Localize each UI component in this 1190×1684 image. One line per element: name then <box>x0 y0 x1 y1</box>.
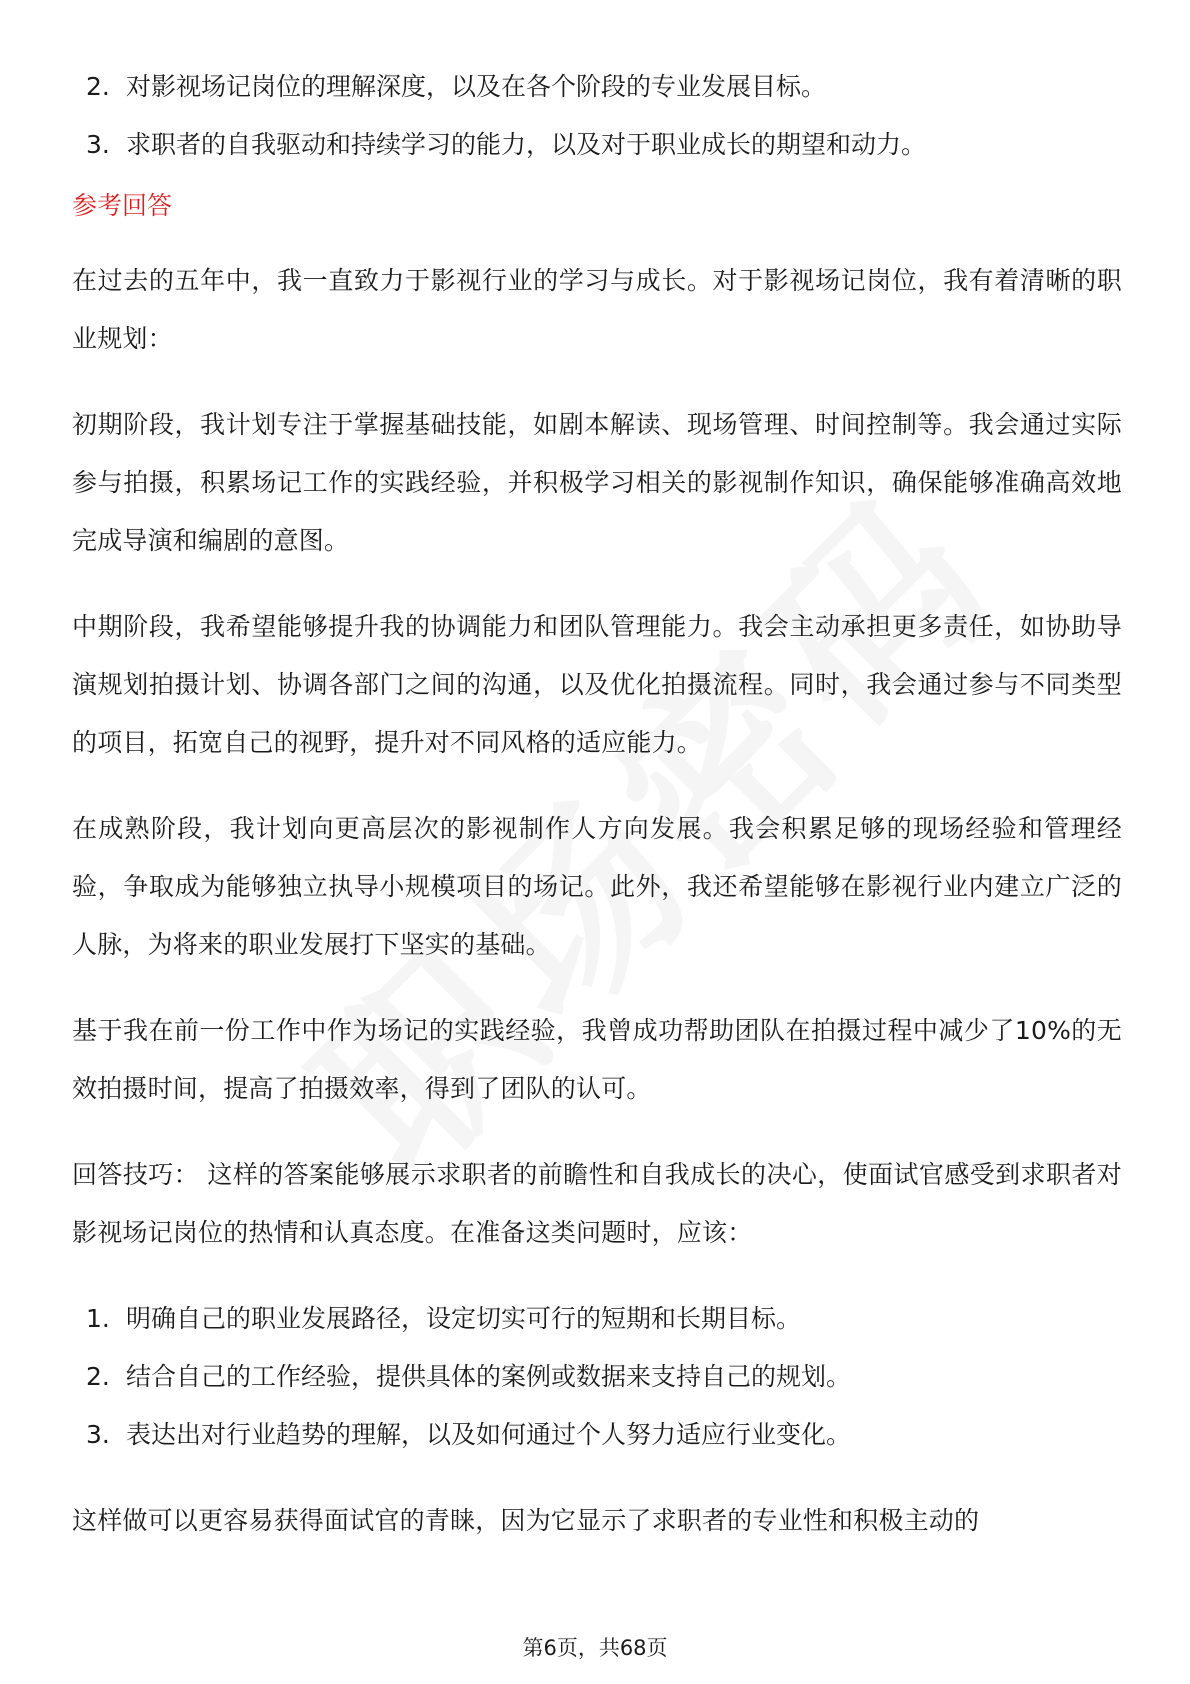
list-item-text: 表达出对行业趋势的理解，以及如何通过个人努力适应行业变化。 <box>126 1420 852 1449</box>
paragraph: 初期阶段，我计划专注于掌握基础技能，如剧本解读、现场管理、时间控制等。我会通过实际参与拍摄，积累场记工作的实践经验，并积极学习相关的影视制作知识，确保能够准确高效地完成导演和编剧的意图。 <box>72 410 1122 555</box>
paragraph: 在过去的五年中，我一直致力于影视行业的学习与成长。对于影视场记岗位，我有着清晰的职业规划： <box>72 266 1122 353</box>
list-item-number: 2. <box>86 72 110 101</box>
paragraph: 中期阶段，我希望能够提升我的协调能力和团队管理能力。我会主动承担更多责任，如协助导演规划拍摄计划、协调各部门之间的沟通，以及优化拍摄流程。同时，我会通过参与不同类型的项目，拓宽自己的视野，提升对不同风格的适应能力。 <box>72 612 1122 757</box>
list-item <box>72 1290 1122 1348</box>
list-item-text: 对影视场记岗位的理解深度，以及在各个阶段的专业发展目标。 <box>126 72 827 101</box>
page-footer: 第6页，共68页 <box>522 1636 668 1660</box>
paragraph: 回答技巧： 这样的答案能够展示求职者的前瞻性和自我成长的决心，使面试官感受到求职者对影视场记岗位的热情和认真态度。在准备这类问题时，应该： <box>72 1160 1122 1247</box>
intro-list <box>72 58 1122 174</box>
section-heading: 参考回答 <box>72 191 173 220</box>
list-item-number: 3. <box>86 1420 110 1449</box>
list-item-number: 2. <box>86 1362 110 1391</box>
list-item-number: 1. <box>86 1304 110 1333</box>
closing-paragraph: 这样做可以更容易获得面试官的青睐，因为它显示了求职者的专业性和积极主动的 <box>72 1506 980 1535</box>
list-item <box>72 116 1122 174</box>
list-item-text: 求职者的自我驱动和持续学习的能力，以及对于职业成长的期望和动力。 <box>126 130 927 159</box>
tips-list <box>72 1290 1122 1464</box>
list-item-text: 结合自己的工作经验，提供具体的案例或数据来支持自己的规划。 <box>126 1362 852 1391</box>
list-item-number: 3. <box>86 130 110 159</box>
list-item <box>72 58 1122 116</box>
list-item <box>72 1348 1122 1406</box>
list-item <box>72 1406 1122 1464</box>
paragraph: 在成熟阶段，我计划向更高层次的影视制作人方向发展。我会积累足够的现场经验和管理经验，争取成为能够独立执导小规模项目的场记。此外，我还希望能够在影视行业内建立广泛的人脉，为将来的职业发展打下坚实的基础。 <box>72 814 1122 959</box>
page-content <box>72 58 1122 1578</box>
paragraph: 基于我在前一份工作中作为场记的实践经验，我曾成功帮助团队在拍摄过程中减少了10%的无效拍摄时间，提高了拍摄效率，得到了团队的认可。 <box>72 1016 1122 1103</box>
list-item-text: 明确自己的职业发展路径，设定切实可行的短期和长期目标。 <box>126 1304 802 1333</box>
